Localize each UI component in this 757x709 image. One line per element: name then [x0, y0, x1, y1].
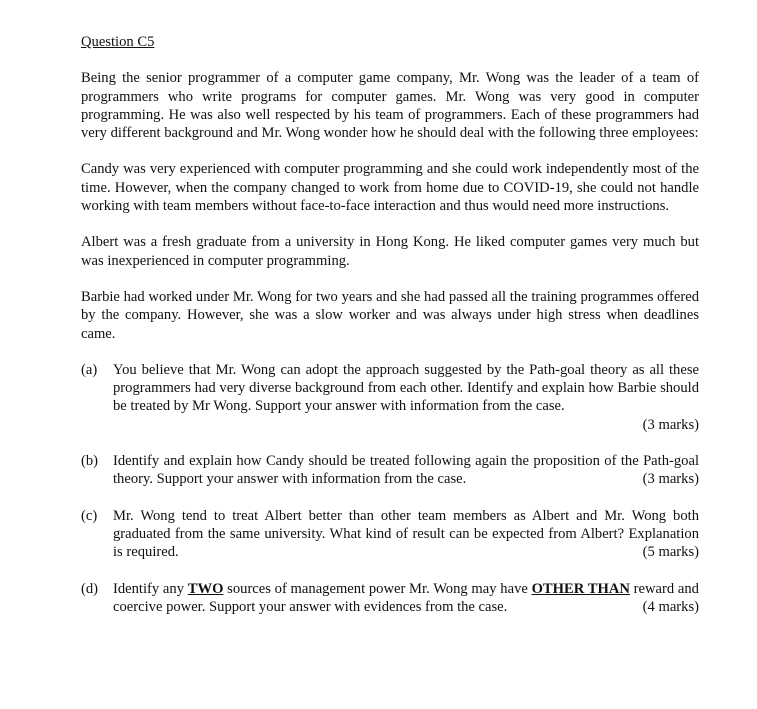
question-d-text-3: reward and coercive power. Support your answer with evidences from the case.: [113, 580, 699, 615]
question-c: [81, 507, 699, 562]
barbie-paragraph: Barbie had worked under Mr. Wong for two years and she had passed all the training programmes offered by the company. However, she was a slow worker and was always under high stress when deadlines came.: [81, 288, 699, 342]
question-c-text: Mr. Wong tend to treat Albert better than other team members as Albert and Mr. Wong both graduated from the same university. What kind of result can be expected from Albert? Explanation is required.: [113, 507, 699, 561]
question-d-body: [113, 580, 699, 617]
question-d: [81, 580, 699, 617]
question-d-emph-two: TWO: [187, 580, 224, 597]
question-c-marks: (5 marks): [642, 544, 699, 561]
question-a-marks: (3 marks): [642, 416, 699, 433]
question-a: [81, 361, 699, 434]
question-d-marks: (4 marks): [642, 598, 699, 615]
question-title: Question C5: [81, 34, 155, 50]
question-a-text: You believe that Mr. Wong can adopt the approach suggested by the Path-goal theory as all these programmers had very diverse background from each other. Identify and explain how Barbie should be treated by Mr Wong. Support your answer with information from the case.: [113, 361, 699, 415]
question-b-label: (b): [81, 453, 99, 470]
albert-paragraph: Albert was a fresh graduate from a university in Hong Kong. He liked computer games very much but was inexperienced in computer programming.: [81, 234, 699, 269]
question-c-label: (c): [81, 507, 98, 524]
question-d-text-1: Identify any: [113, 580, 185, 597]
question-b-body: [113, 452, 699, 489]
question-b-marks: (3 marks): [642, 471, 699, 488]
question-b: [81, 452, 699, 489]
question-a-body: [113, 361, 699, 434]
question-a-label: (a): [81, 361, 98, 378]
document-page: [81, 33, 699, 634]
candy-paragraph: Candy was very experienced with computer programming and she could work independently most of the time. However, when the company changed to work from home due to COVID-19, she could not handle working with team members without face-to-face interaction and thus would need more instructions.: [81, 161, 699, 215]
question-d-emph-other-than: OTHER THAN: [531, 580, 630, 597]
question-b-text: Identify and explain how Candy should be treated following again the proposition of the Path-goal theory. Support your answer with information from the case.: [113, 453, 699, 488]
question-d-label: (d): [81, 580, 99, 597]
intro-paragraph: Being the senior programmer of a computer game company, Mr. Wong was the leader of a team of programmers who write programs for computer games. Mr. Wong was very good in computer programming. He was also well respected by his team of programmers. Each of these programmers had very different background and Mr. Wong wonder how he should deal with the following three employees:: [81, 70, 699, 142]
question-c-body: [113, 507, 699, 562]
question-d-text-2: sources of management power Mr. Wong may have: [227, 580, 528, 597]
